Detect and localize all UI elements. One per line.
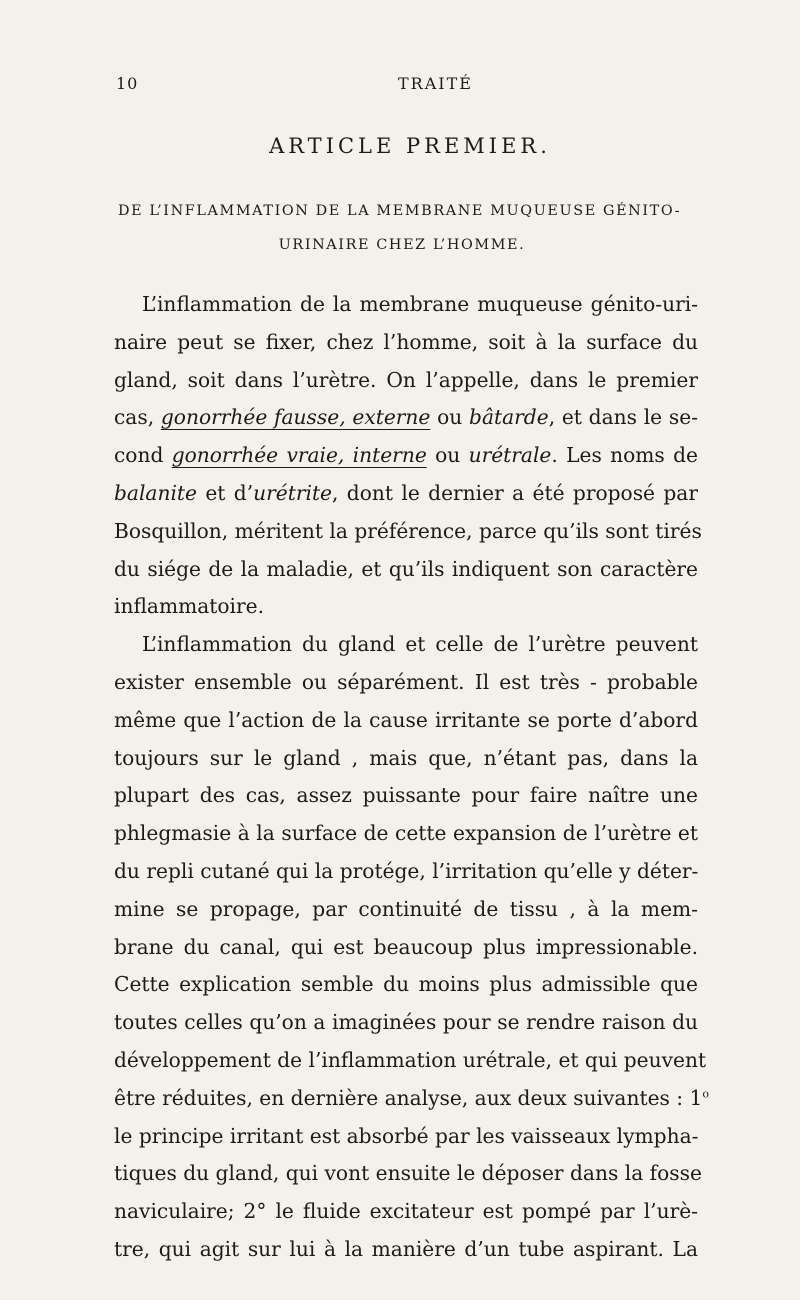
text-run: ou <box>430 405 470 430</box>
paragraph-1 <box>114 286 702 626</box>
text-line: toujours sur le gland , mais que, n’étant pas, dans la <box>114 745 698 770</box>
ordinal-superscript: o <box>702 1087 709 1100</box>
text-line: phlegmasie à la surface de cette expansion de l’urètre et <box>114 821 698 846</box>
text-line <box>114 399 698 437</box>
italic-term: bâtarde <box>469 405 549 430</box>
text-line: toutes celles qu’on a imaginées pour se rendre raison du <box>114 1010 698 1035</box>
text-line: mine se propage, par continuité de tissu , à la mem- <box>114 896 698 921</box>
paragraph-2 <box>114 626 709 1269</box>
body-text <box>114 286 709 1269</box>
italic-term: balanite <box>114 480 197 505</box>
text-line: brane du canal, qui est beaucoup plus impressionable. <box>114 934 698 959</box>
italic-term: gonorrhée fausse, externe <box>160 405 431 430</box>
text-line: le principe irritant est absorbé par les vaisseaux lympha- <box>114 1123 699 1148</box>
page-number: 10 <box>116 74 139 93</box>
text-run: être réduites, en dernière analyse, aux deux suivantes : 1 <box>114 1085 703 1110</box>
running-title: TRAITÉ <box>398 74 473 93</box>
italic-term: gonorrhée vraie, interne <box>171 443 427 468</box>
text-line: L’inflammation du gland et celle de l’urètre peuvent <box>142 632 698 657</box>
text-line: naviculaire; 2° le fluide excitateur est pompé par l’urè- <box>114 1199 698 1224</box>
text-line: inflammatoire. <box>114 594 265 619</box>
text-line <box>114 1080 709 1118</box>
subtitle-line-1: DE L’INFLAMMATION DE LA MEMBRANE MUQUEUSE GÉNITO- <box>118 203 682 219</box>
text-line: tre, qui agit sur lui à la manière d’un tube aspirant. La <box>114 1236 698 1261</box>
text-line: du siége de la maladie, et qu’ils indiquent son caractère <box>114 556 698 581</box>
text-line: même que l’action de la cause irritante se porte d’abord <box>114 707 698 732</box>
subtitle-line-2: URINAIRE CHEZ L’HOMME. <box>278 237 526 253</box>
text-line: naire peut se fixer, chez l’homme, soit à la surface du <box>114 329 698 354</box>
italic-term: urétrite <box>253 480 333 505</box>
text-line: L’inflammation de la membrane muqueuse génito-uri- <box>142 292 698 316</box>
text-line: gland, soit dans l’urètre. On l’appelle, dans le premier <box>114 367 698 392</box>
text-run: cond <box>114 443 172 468</box>
text-line: plupart des cas, assez puissante pour faire naître une <box>114 783 698 808</box>
text-line: tiques du gland, qui vont ensuite le déposer dans la fosse <box>114 1161 702 1186</box>
text-line: exister ensemble ou séparément. Il est très - probable <box>114 669 698 694</box>
text-line <box>114 437 698 475</box>
text-line: Cette explication semble du moins plus admissible que <box>114 972 698 997</box>
article-heading: ARTICLE PREMIER. <box>269 134 551 158</box>
text-run: . Les noms de <box>551 443 698 468</box>
text-line: du repli cutané qui la protége, l’irritation qu’elle y déter- <box>114 858 699 883</box>
text-run: , et dans le se- <box>548 405 698 430</box>
running-head <box>0 74 800 102</box>
text-run: et d’ <box>196 480 254 505</box>
text-line: Bosquillon, méritent la préférence, parce qu’ils sont tirés <box>114 518 702 543</box>
text-line <box>114 475 698 513</box>
italic-term: urétrale <box>468 443 552 468</box>
text-run: ou <box>426 443 469 468</box>
article-subtitle <box>118 194 686 262</box>
text-run: cas, <box>114 405 161 430</box>
text-line: développement de l’inflammation urétrale, et qui peuvent <box>114 1047 707 1072</box>
text-run: , dont le dernier a été proposé par <box>332 480 698 505</box>
